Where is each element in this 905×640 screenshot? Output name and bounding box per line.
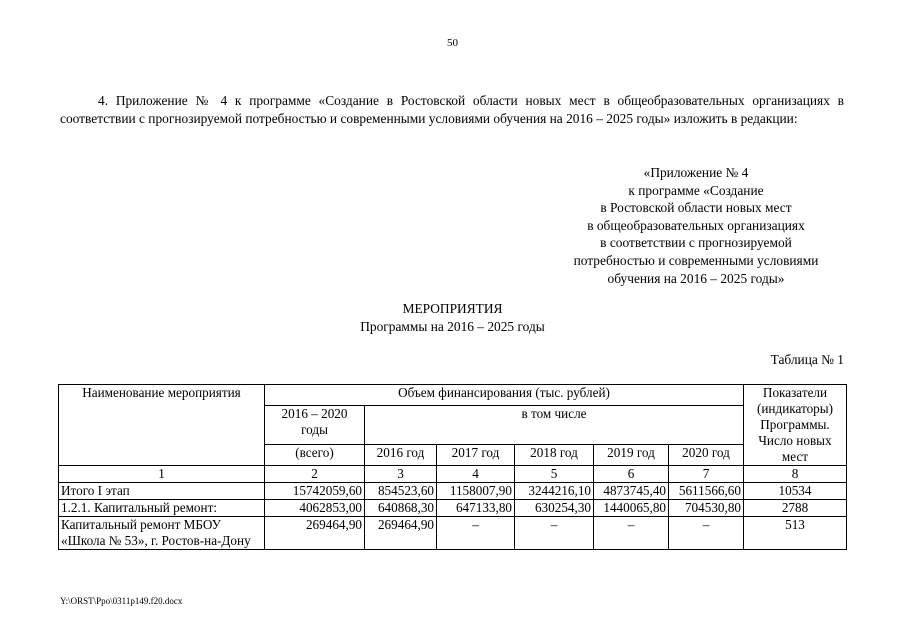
table-caption: Таблица № 1 <box>770 352 844 367</box>
row-2020: 704530,80 <box>669 500 744 517</box>
row-name: Капитальный ремонт МБОУ «Школа № 53», г. Ростов-на-Дону <box>59 517 265 550</box>
row-2016: 854523,60 <box>365 483 437 500</box>
column-number: 3 <box>365 466 437 483</box>
appendix-line: в Ростовской области новых мест <box>600 200 792 216</box>
row-name: 1.2.1. Капитальный ремонт: <box>59 500 265 517</box>
row-2020: 5611566,60 <box>669 483 744 500</box>
page-number: 50 <box>447 37 458 49</box>
column-number: 5 <box>515 466 594 483</box>
column-number-row <box>59 466 847 483</box>
col-header-funding: Объем финансирования (тыс. рублей) <box>265 385 744 406</box>
column-number: 2 <box>265 466 365 483</box>
col-header-total-period: 2016 – 2020 годы <box>265 405 365 445</box>
column-number: 1 <box>59 466 265 483</box>
col-header-year: 2017 год <box>437 445 515 466</box>
appendix-header <box>548 164 844 287</box>
row-2016: 640868,30 <box>365 500 437 517</box>
appendix-line: в соответствии с прогнозируемой <box>600 235 792 251</box>
col-header-including: в том числе <box>365 405 744 445</box>
col-header-year: 2016 год <box>365 445 437 466</box>
appendix-line: «Приложение № 4 <box>643 165 749 180</box>
row-name: Итого I этап <box>59 483 265 500</box>
row-total: 15742059,60 <box>265 483 365 500</box>
col-header-year: 2018 год <box>515 445 594 466</box>
row-2018: – <box>515 517 594 550</box>
heading-title: МЕРОПРИЯТИЯ <box>402 301 503 316</box>
row-2020: – <box>669 517 744 550</box>
row-2018: 3244216,10 <box>515 483 594 500</box>
table-row <box>59 517 847 550</box>
col-header-total-all: (всего) <box>265 445 365 466</box>
appendix-line: к программе «Создание <box>628 182 764 198</box>
row-2017: – <box>437 517 515 550</box>
row-places: 10534 <box>744 483 847 500</box>
appendix-line: в общеобразовательных организациях <box>587 217 805 233</box>
row-2018: 630254,30 <box>515 500 594 517</box>
row-2017: 1158007,90 <box>437 483 515 500</box>
intro-paragraph-block <box>60 92 844 128</box>
column-number: 8 <box>744 466 847 483</box>
heading-subtitle: Программы на 2016 – 2025 годы <box>360 319 545 334</box>
measures-table <box>58 384 847 550</box>
row-2017: 647133,80 <box>437 500 515 517</box>
col-header-name: Наименование мероприятия <box>59 385 265 466</box>
row-2019: – <box>594 517 669 550</box>
appendix-line: потребностью и современными условиями <box>573 252 819 268</box>
document-heading <box>0 300 905 336</box>
row-places: 513 <box>744 517 847 550</box>
row-total: 269464,90 <box>265 517 365 550</box>
table-row <box>59 500 847 517</box>
intro-paragraph: 4. Приложение № 4 к программе «Создание в Ростовской области новых мест в общеобразовательных организациях в соответствии с прогнозируемой потребностью и современными условиями обучения на 2016 – 2025 годы» изложить в редакции: <box>60 93 844 126</box>
row-2016: 269464,90 <box>365 517 437 550</box>
column-number: 7 <box>669 466 744 483</box>
row-2019: 4873745,40 <box>594 483 669 500</box>
col-header-indicators: Показатели (индикаторы) Программы. Число новых мест <box>744 385 847 466</box>
row-2019: 1440065,80 <box>594 500 669 517</box>
row-total: 4062853,00 <box>265 500 365 517</box>
col-header-year: 2020 год <box>669 445 744 466</box>
table-row <box>59 483 847 500</box>
column-number: 6 <box>594 466 669 483</box>
footer-file-path: Y:\ORST\Ppo\0311p149.f20.docx <box>60 596 183 606</box>
appendix-line: обучения на 2016 – 2025 годы» <box>607 270 785 286</box>
row-places: 2788 <box>744 500 847 517</box>
col-header-year: 2019 год <box>594 445 669 466</box>
column-number: 4 <box>437 466 515 483</box>
